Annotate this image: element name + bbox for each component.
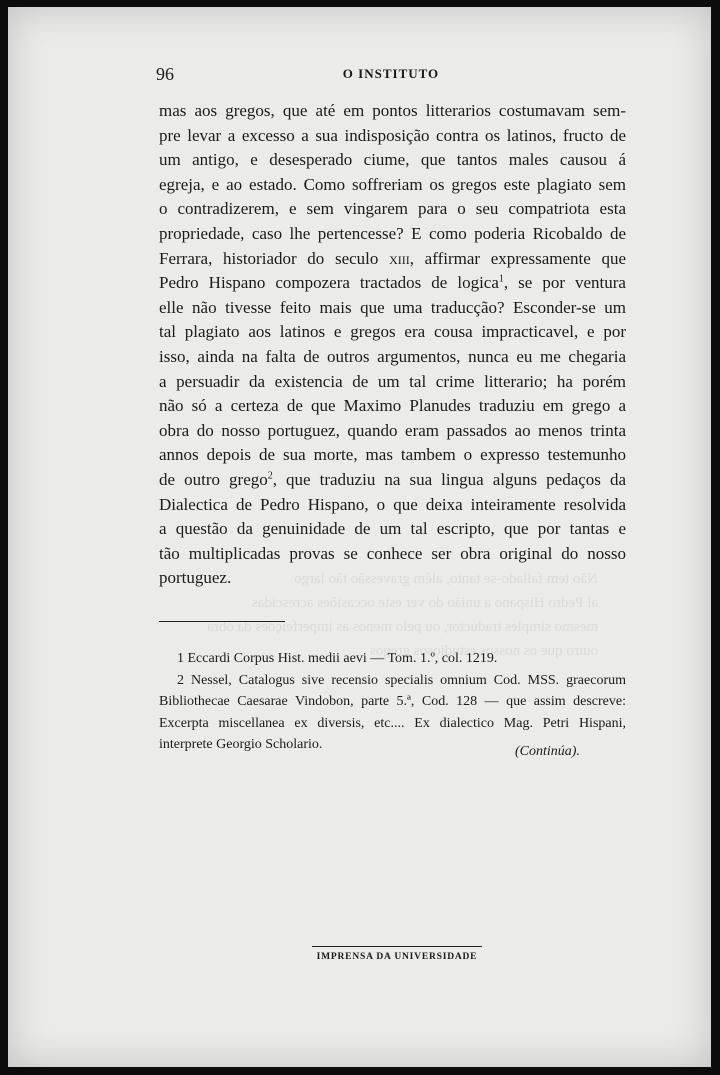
running-title: O INSTITUTO xyxy=(342,66,440,81)
text-line: egreja, e ao estado. Como soffreriam os gregos este plagiato sem xyxy=(159,174,626,194)
text-line: isso, ainda na falta de outros argumentos, nunca eu me chegaria xyxy=(159,346,626,366)
text-line: mas aos gregos, que até em pontos litterarios costumavam sem- xyxy=(159,101,626,120)
text-line: a persuadir da existencia de um tal crime litterario; ha porém xyxy=(159,371,626,391)
footnote-1: 1 Eccardi Corpus Hist. medii aevi — Tom. 1.º, col. 1219. xyxy=(177,651,498,666)
text-line: elle não tivesse feito mais que uma traducção? Esconder-se um xyxy=(159,297,626,317)
footnote-separator xyxy=(159,621,285,622)
footnote-2-line: interprete Georgio Scholario. xyxy=(159,737,323,752)
footnote-2-line: Bibliothecae Caesarae Vindobon, parte 5.ª, Cod. 128 — que assim descreve: xyxy=(159,694,626,709)
footnote-2-line: Excerpta miscellanea ex diversis, etc.... Ex dialectico Mag. Petri Hispani, xyxy=(159,715,626,731)
text-line: pre levar a excesso a sua indisposição contra os latinos, fructo de xyxy=(159,125,626,145)
text-line: tão multiplicadas provas se conhece ser obra original do nosso xyxy=(159,543,626,563)
footnote-ref-2[interactable]: 2 xyxy=(267,470,273,482)
footnotes xyxy=(159,648,626,756)
text-line: obra do nosso portuguez, quando eram passados ao menos trinta xyxy=(159,420,626,440)
text-line: propriedade, caso lhe pertencesse? E como poderia Ricobaldo de xyxy=(159,223,626,243)
text-line: portuguez. xyxy=(159,568,232,588)
text-line: Pedro Hispano compozera tractados de logica$^1$, se por ventura xyxy=(159,273,626,293)
page-number: 96 xyxy=(156,64,174,84)
text-line: annos depois de sua morte, mas tambem o expresso testemunho xyxy=(159,445,626,465)
page-header xyxy=(156,64,626,84)
text-line: o contradizerem, e sem vingarem para o seu compatriota esta xyxy=(159,199,626,219)
text-line: Ferrara, historiador do seculo xiii, affirmar expressamente que xyxy=(159,248,626,268)
imprint-rule xyxy=(312,946,482,947)
text-line: a questão da genuinidade de um tal escripto, que por tantas e xyxy=(159,519,626,539)
continuation-note: (Continúa). xyxy=(515,744,580,759)
footnote-2-line: 2 Nessel, Catalogus sive recensio specialis omnium Cod. MSS. graecorum xyxy=(177,672,626,688)
century-numeral: xiii xyxy=(389,248,410,268)
bleed-through-text: Não tem fallado-se tanto, além gravessão tão largo al Pedro Hispano a união do ver este occasiões acrescidas mesmo simples traductor, ou pelo menos as imperfeições da obra outro que os nossos estudiosos gregos xyxy=(207,571,598,659)
text-line: não só a certeza de que Maximo Planudes traduziu em grego a xyxy=(159,396,626,416)
footnote-ref-1[interactable]: 1 xyxy=(498,273,504,285)
text-line: um antigo, e desesperado ciume, que tantos males causou á xyxy=(159,150,626,170)
printer-imprint: IMPRENSA DA UNIVERSIDADE xyxy=(316,952,478,962)
text-line: tal plagiato aos latinos e gregos era cousa impracticavel, e por xyxy=(159,322,626,342)
text-line: Dialectica de Pedro Hispano, o que deixa inteiramente resolvida xyxy=(159,494,626,514)
body-paragraph xyxy=(159,99,626,591)
text-line: de outro grego$^2$, que traduziu na sua lingua alguns pedaços da xyxy=(159,469,626,489)
